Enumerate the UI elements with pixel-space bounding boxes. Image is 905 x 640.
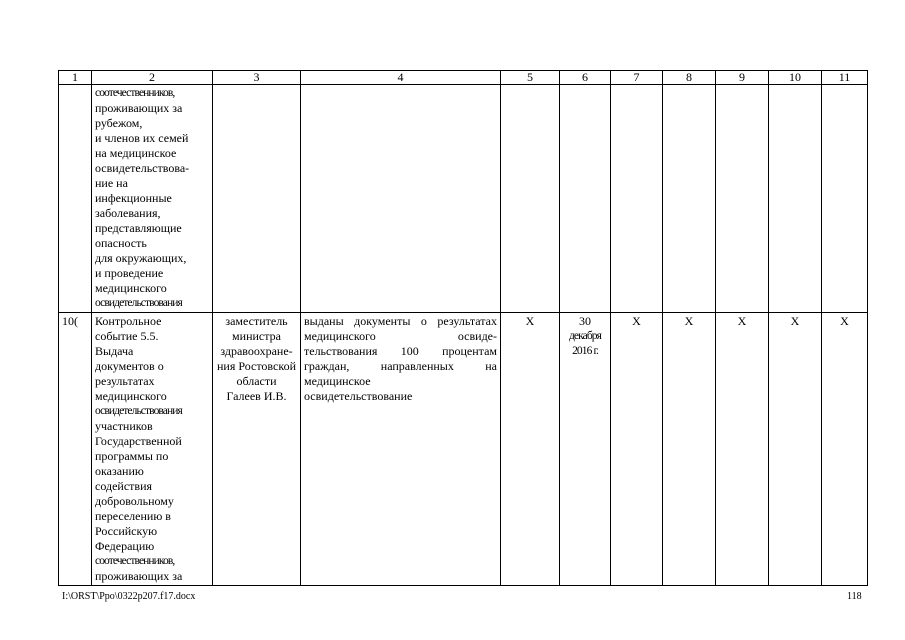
event-name-line: инфекционные [95, 191, 172, 205]
event-name-line: опасность [95, 236, 147, 250]
event-name-line: проживающих за [95, 101, 183, 115]
event-name-line: добровольному [95, 494, 174, 508]
col-num-7: 7 [611, 71, 663, 85]
col-num-4: 4 [301, 71, 501, 85]
result-line: граждан, направленных на [304, 359, 497, 373]
cell-empty [59, 85, 92, 313]
event-name-line: Российскую [95, 524, 158, 538]
result-line: освидетельствование [304, 389, 413, 403]
event-name-line: рубежом, [95, 116, 143, 130]
mark-cell: Х [611, 313, 663, 586]
event-name-line: Контрольное [95, 314, 162, 328]
event-name-line: заболевания, [95, 206, 161, 220]
responsible-line: заместитель [225, 314, 288, 328]
col-num-8: 8 [663, 71, 716, 85]
event-name-line: Выдача [95, 344, 134, 358]
plan-table [58, 70, 868, 586]
mark-cell: Х [822, 313, 868, 586]
mark-cell: Х [663, 313, 716, 586]
page-number: 118 [847, 591, 862, 602]
col-num-2: 2 [92, 71, 213, 85]
event-name-line: ние на [95, 176, 128, 190]
responsible-line: Галеев И.В. [226, 389, 287, 403]
event-name-line: Государственной [95, 434, 182, 448]
deadline-day: 30 [579, 314, 591, 328]
event-name-line: Федерацию [95, 539, 155, 553]
event-name-line: событие 5.5. [95, 329, 159, 343]
responsible-line: здравоохране- [220, 344, 293, 358]
responsible-line: ния Ростовской [216, 359, 296, 373]
cell-empty [822, 85, 868, 313]
event-name-line: освидетельствования [95, 405, 182, 417]
mark-cell: Х [716, 313, 769, 586]
event-name-line: оказанию [95, 464, 144, 478]
deadline-month: декабря [568, 330, 602, 342]
cell-empty [611, 85, 663, 313]
event-name-line: освидетельствова- [95, 161, 190, 175]
cell-empty [501, 85, 560, 313]
col-num-3: 3 [213, 71, 301, 85]
column-number-row [59, 71, 868, 85]
col-num-1: 1 [59, 71, 92, 85]
event-name-line: на медицинское [95, 146, 177, 160]
responsible-line: области [236, 374, 277, 388]
col-num-11: 11 [822, 71, 868, 85]
col-num-5: 5 [501, 71, 560, 85]
responsible-line: министра [232, 329, 281, 343]
event-name-line: и проведение [95, 266, 164, 280]
event-name-cell [92, 313, 213, 586]
event-name-line: программы по [95, 449, 169, 463]
event-name-line: переселению в [95, 509, 171, 523]
table-row-continued [59, 85, 868, 313]
mark-cell: Х [769, 313, 822, 586]
cell-empty [663, 85, 716, 313]
cell-empty [769, 85, 822, 313]
event-name-line: проживающих за [95, 569, 183, 583]
event-name-line: результатах [95, 374, 155, 388]
event-name-line: соотечественников, [95, 555, 175, 567]
cell-empty [213, 85, 301, 313]
cell-empty [560, 85, 611, 313]
result-line: медицинское [304, 374, 371, 388]
event-name-line: соотечественников, [95, 87, 175, 99]
col-num-10: 10 [769, 71, 822, 85]
result-cell [301, 313, 501, 586]
event-name-line: участников [95, 419, 153, 433]
row-number-cell: 10( [59, 313, 92, 586]
event-name-line: документов о [95, 359, 164, 373]
file-path: I:\ORST\Ppo\0322p207.f17.docx [62, 591, 196, 602]
cell-empty [716, 85, 769, 313]
cell-empty [301, 85, 501, 313]
event-name-cell [92, 85, 213, 313]
result-line: выданы документы о результатах [304, 314, 497, 328]
result-line: медицинского освиде- [304, 329, 497, 343]
responsible-cell [213, 313, 301, 586]
deadline-year: 2016 г. [572, 345, 598, 357]
mark-cell: Х [501, 313, 560, 586]
event-name-line: содействия [95, 479, 153, 493]
event-name-line: и членов их семей [95, 131, 189, 145]
event-name-line: освидетельствования [95, 297, 182, 309]
event-name-line: представляющие [95, 221, 182, 235]
result-line: тельствования 100 процентам [304, 344, 497, 358]
event-name-line: медицинского [95, 389, 167, 403]
table-row-event [59, 313, 868, 586]
event-name-line: медицинского [95, 281, 167, 295]
event-name-line: для окружающих, [95, 251, 187, 265]
deadline-cell [560, 313, 611, 586]
col-num-6: 6 [560, 71, 611, 85]
col-num-9: 9 [716, 71, 769, 85]
